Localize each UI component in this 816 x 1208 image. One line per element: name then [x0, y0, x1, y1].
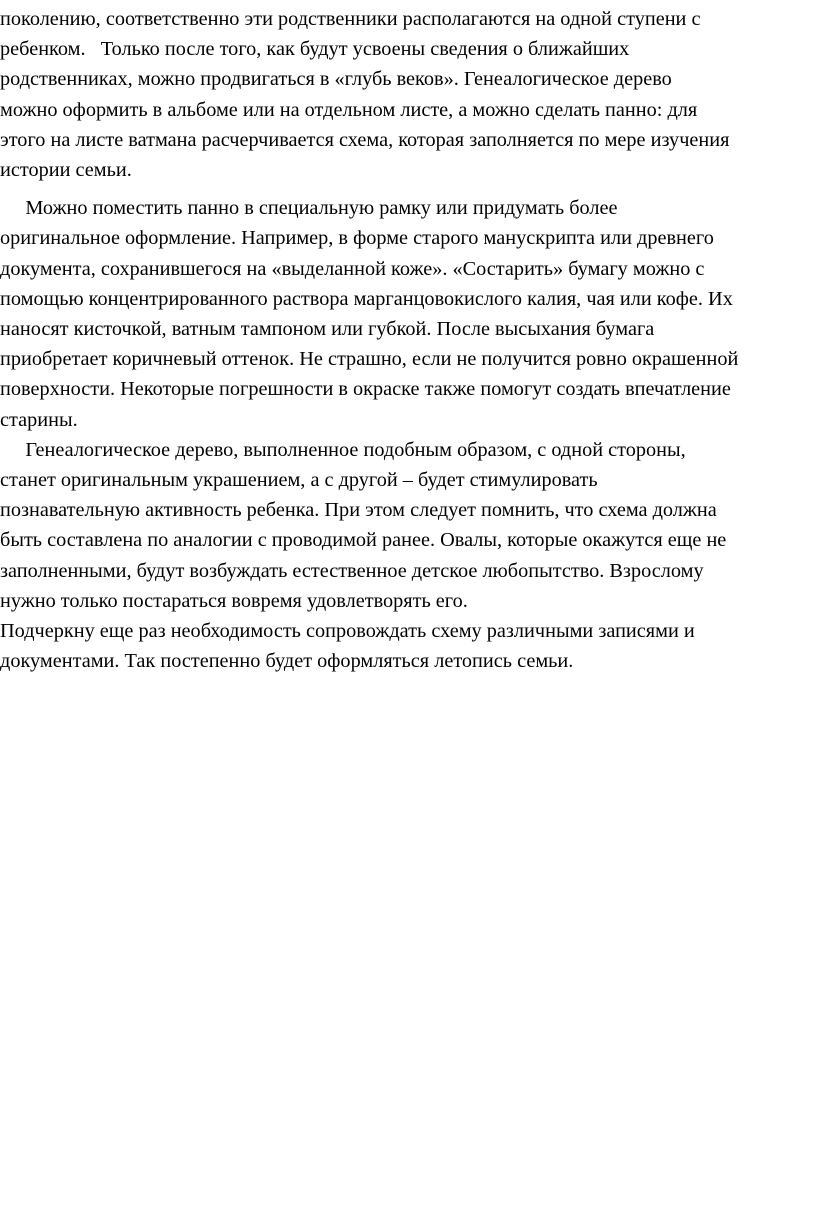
text-line: документа, сохранившегося на «выделанной коже». «Состарить» бумагу можно с [0, 257, 705, 280]
text-line: помощью концентрированного раствора марганцовокислого калия, чая или кофе. Их [0, 287, 733, 310]
text-line: заполненными, будут возбуждать естественное детское любопытство. Взрослому [0, 559, 704, 582]
text-line: ребенком. Только после того, как будут усвоены сведения о ближайших [0, 38, 630, 61]
text-line: поколению, соответственно эти родственники располагаются на одной ступени с [0, 8, 701, 30]
paragraph-1 [0, 4, 816, 185]
text-line: Генеалогическое дерево, выполненное подобным образом, с одной стороны, [0, 438, 686, 461]
paragraph-3 [0, 435, 816, 616]
text-line: истории семьи. [0, 159, 132, 182]
paragraph-spacer [0, 185, 816, 193]
text-line: этого на листе ватмана расчерчивается схема, которая заполняется по мере изучения [0, 128, 730, 151]
text-line: родственниках, можно продвигаться в «глубь веков». Генеалогическое дерево [0, 68, 672, 91]
text-line: оригинальное оформление. Например, в форме старого манускрипта или древнего [0, 227, 714, 250]
text-line: можно оформить в альбоме или на отдельном листе, а можно сделать панно: для [0, 98, 698, 121]
text-line: станет оригинальным украшением, а с другой – будет стимулировать [0, 469, 598, 492]
text-line: Подчеркну еще раз необходимость сопровождать схему различными записями и [0, 620, 695, 643]
text-line: быть составлена по аналогии с проводимой ранее. Овалы, которые окажутся еще не [0, 529, 727, 552]
text-line: наносят кисточкой, ватным тампоном или губкой. После высыхания бумага [0, 318, 655, 341]
text-line: нужно только постараться вовремя удовлетворять его. [0, 589, 468, 612]
text-line: старины. [0, 408, 78, 431]
text-line: познавательную активность ребенка. При этом следует помнить, что схема должна [0, 499, 717, 522]
paragraph-2 [0, 193, 816, 435]
paragraph-4 [0, 616, 816, 676]
text-line: поверхности. Некоторые погрешности в окраске также помогут создать впечатление [0, 378, 731, 401]
document-body [0, 4, 816, 676]
text-line: приобретает коричневый оттенок. Не страшно, если не получится ровно окрашенной [0, 348, 739, 371]
text-line: Можно поместить панно в специальную рамку или придумать более [0, 197, 618, 220]
text-line: документами. Так постепенно будет оформляться летопись семьи. [0, 650, 574, 673]
